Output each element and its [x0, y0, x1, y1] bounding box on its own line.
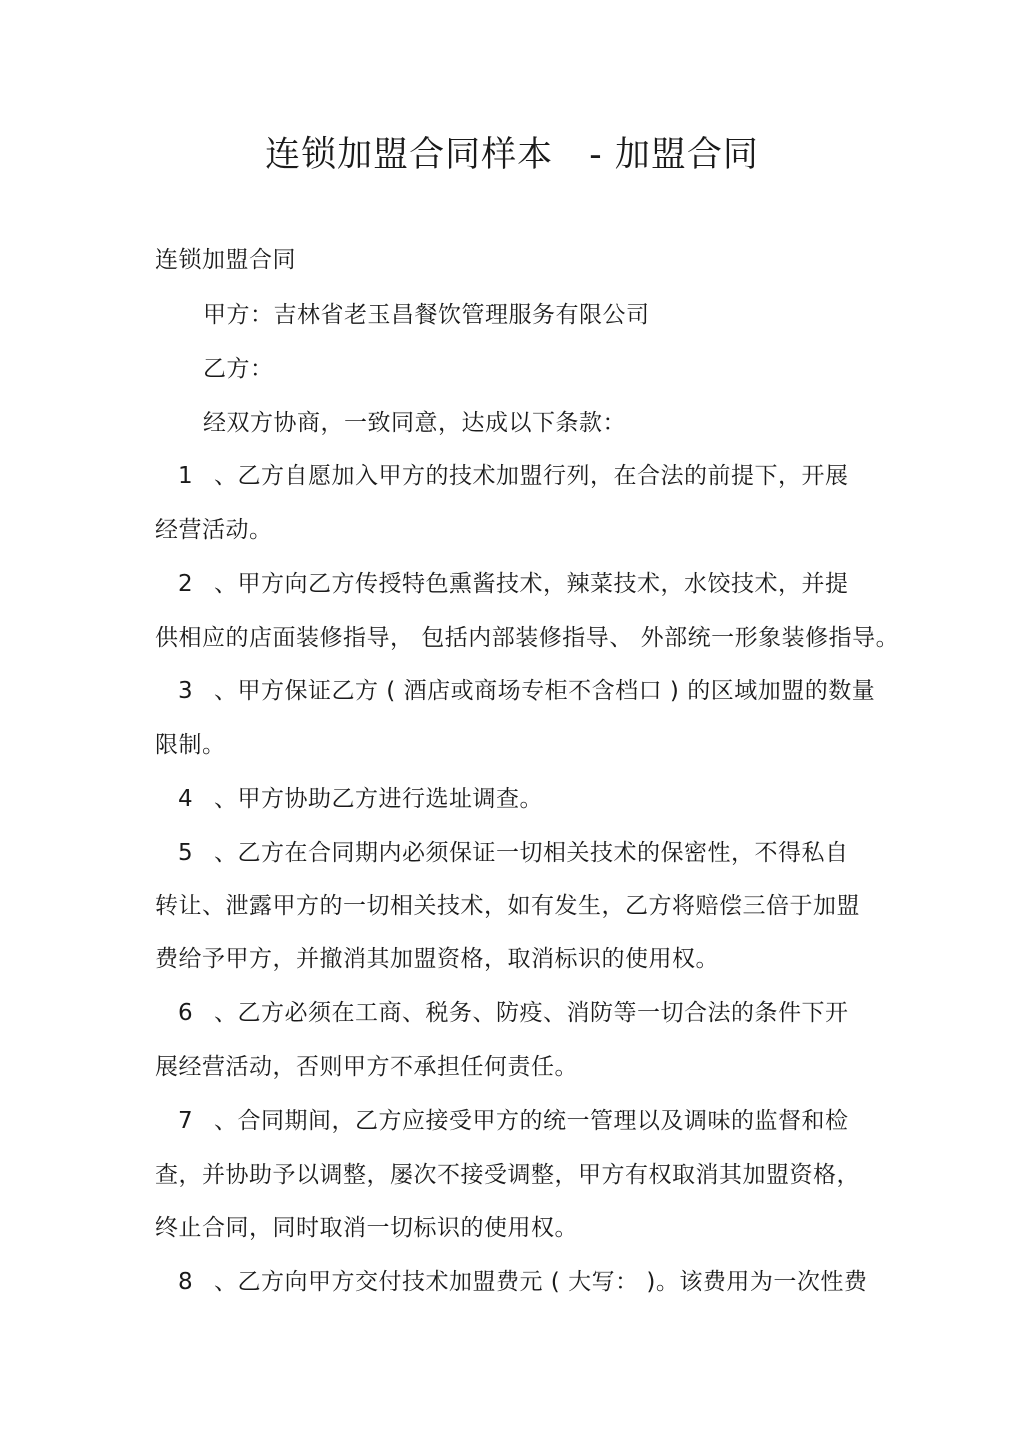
- title-suffix: - 加盟合同: [589, 135, 759, 175]
- clause-continuation: 供相应的店面装修指导， 包括内部装修指导、 外部统一形象装修指导。: [155, 625, 900, 651]
- clause-6: [0, 998, 1024, 1028]
- clause-continuation: 费给予甲方，并撤消其加盟资格，取消标识的使用权。: [155, 946, 719, 972]
- clause-number: 3: [178, 678, 194, 704]
- clause-number: 8: [178, 1269, 194, 1295]
- party-a: 甲方：吉林省老玉昌餐饮管理服务有限公司: [203, 302, 650, 328]
- clause-continuation: 转让、泄露甲方的一切相关技术，如有发生，乙方将赔偿三倍于加盟: [155, 893, 860, 919]
- clause-7: [0, 1106, 1024, 1136]
- clause-continuation: 查，并协助予以调整，屡次不接受调整，甲方有权取消其加盟资格，: [155, 1162, 860, 1188]
- clause-continuation: 限制。: [155, 732, 226, 758]
- contract-subtitle: 连锁加盟合同: [155, 247, 296, 273]
- party-b: 乙方：: [203, 356, 274, 382]
- clause-1: [0, 461, 1024, 491]
- clause-number: 2: [178, 571, 194, 597]
- clause-number: 4: [178, 786, 194, 812]
- clause-continuation: 终止合同，同时取消一切标识的使用权。: [155, 1215, 578, 1241]
- clause-text: 、合同期间，乙方应接受甲方的统一管理以及调味的监督和检: [214, 1108, 849, 1134]
- clause-text: 、乙方在合同期内必须保证一切相关技术的保密性，不得私自: [214, 840, 849, 866]
- clause-3: [0, 676, 1024, 706]
- clause-continuation: 展经营活动，否则甲方不承担任何责任。: [155, 1054, 578, 1080]
- intro-text: 经双方协商，一致同意，达成以下条款：: [203, 410, 626, 436]
- clause-text: 、乙方必须在工商、税务、防疫、消防等一切合法的条件下开: [214, 1000, 849, 1026]
- page-title: [0, 128, 1024, 182]
- clause-8: [0, 1267, 1024, 1297]
- clause-continuation: 经营活动。: [155, 517, 273, 543]
- clause-number: 7: [178, 1108, 194, 1134]
- clause-5: [0, 838, 1024, 868]
- clause-text: 、乙方向甲方交付技术加盟费元 ( 大写： )。该费用为一次性费: [214, 1269, 868, 1295]
- clause-text: 、乙方自愿加入甲方的技术加盟行列，在合法的前提下，开展: [214, 463, 849, 489]
- clause-2: [0, 569, 1024, 599]
- clause-4: [0, 784, 1024, 814]
- clause-text: 、甲方协助乙方进行选址调查。: [214, 786, 543, 812]
- clause-number: 1: [178, 463, 194, 489]
- clause-number: 6: [178, 1000, 194, 1026]
- clause-text: 、甲方向乙方传授特色熏酱技术，辣菜技术，水饺技术，并提: [214, 571, 849, 597]
- title-main: 连锁加盟合同样本: [265, 135, 554, 175]
- clause-text: 、甲方保证乙方 ( 酒店或商场专柜不含档口 ) 的区域加盟的数量: [214, 678, 876, 704]
- clause-number: 5: [178, 840, 194, 866]
